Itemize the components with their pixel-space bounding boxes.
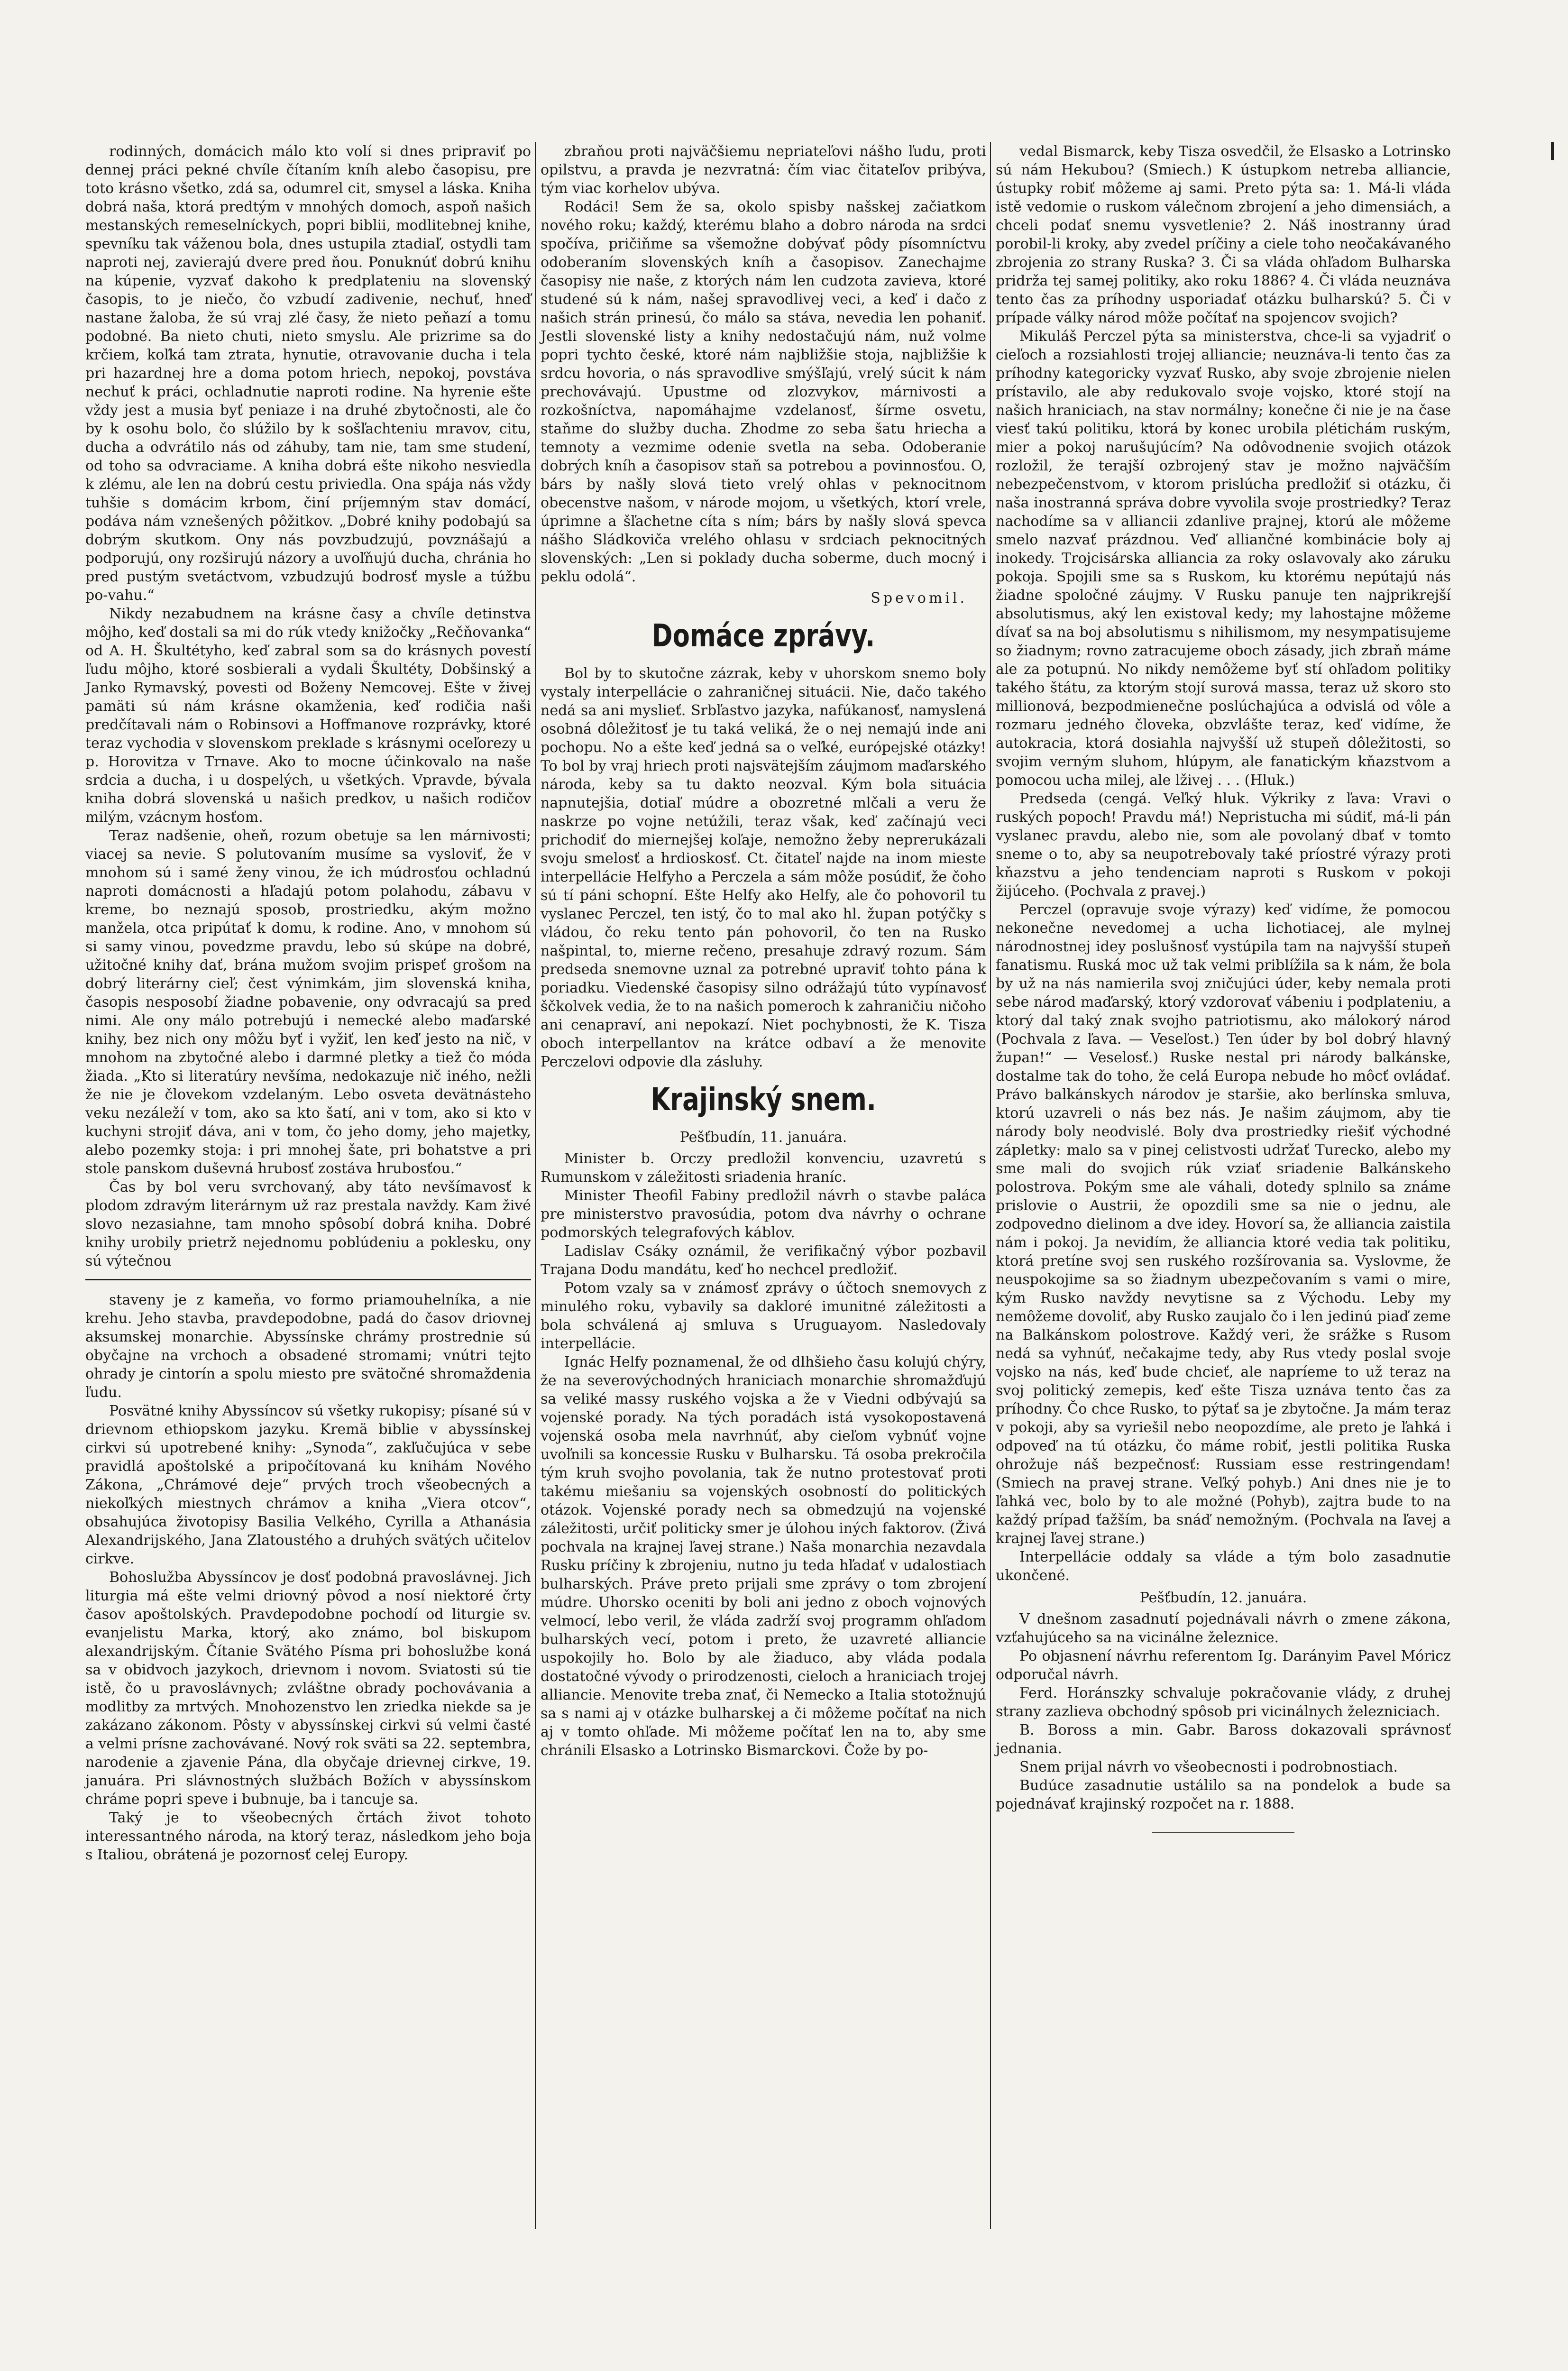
- column-1: [85, 142, 531, 1864]
- paragraph: Čas by bol veru svrchovaný, aby táto nevšímavosť k plodom zdravým literárnym už raz prestala navždy. Kam živé slovo nezasiahne, tam mnoho spôsobí dobrá kniha. Dobré knihy urobily prietrž nejednomu poblúdeniu a poklesku, ony sú výtečnou: [85, 1179, 531, 1269]
- signature: Spevomil.: [871, 590, 967, 607]
- paragraph: Ferd. Horánszky schvaluje pokračovanie vlády, z druhej strany zazlieva obchodný spôsob pri vicinálnych železniciach.: [996, 1685, 1451, 1720]
- section-heading-diet: Krajinský snem.: [651, 1081, 876, 1118]
- paragraph: Ladislav Csáky oznámil, že verifikačný výbor pozbavil Trajana Dodu mandátu, keď ho nechcel predložiť.: [541, 1243, 986, 1278]
- end-rule: [1152, 1832, 1294, 1833]
- paragraph: B. Boross a min. Gabr. Baross dokazovali správnosť jednania.: [996, 1722, 1451, 1757]
- paragraph: Bohoslužba Abyssíncov je dosť podobná pravoslávnej. Jich liturgia má ešte velmi driovný pôvod a nosí niektoré črty časov apoštolských. Pravdepodobne pochodí od liturgie sv. evanjelistu Marka, ktorý, ako známo, bol biskupom alexandrijským. Čítanie Svätého Písma pri bohoslužbe koná sa v obidvoch jazykoch, drievnom i novom. Sviatosti sú tie istě, čo u pravoslávnych; zvláštne obrady pochovávania a modlitby za mrtvých. Mnohozenstvo len zriedka niekde sa je zakázano zákonom. Pôsty v abyssínskej cirkvi sú velmi časté a velmi prísne zachovávané. Nový rok sväti sa 22. septembra, narodenie a zjavenie Pána, dla obyčaje drievnej cirkve, 19. januára. Pri slávnostných službách Božích v abyssínskom chráme popri speve i bubnuje, ba i tancuje sa.: [85, 1569, 531, 1808]
- paragraph: rodinných, domácich málo kto volí si dnes pripraviť po dennej práci pekné chvíle čítaním kníh alebo časopisu, pre toto krásno všetko, zdá sa, odumrel cit, smysel a láska. Kniha dobrá naša, ktorá predtým v mnohých domoch, aspoň našich mestanských remeselníckych, popri biblii, modlitebnej knihe, spevníku tak váženou bola, dnes ustupila ztadiaľ, ostydli tam naproti nej, zavierajú dvere pred ňou. Ponuknúť dobrú knihu na kúpenie, vyzvať dakoho k predplateniu na slovenský časopis, to je niečo, čo vzbudí zadivenie, nechuť, hneď nastane žaloba, že sú vraj zlé časy, že nieto peňazí a tomu podobné. Ba nieto chuti, nieto smyslu. Ale prizrime sa do krčiem, koľká tam ztrata, hynutie, otravovanie ducha i tela pri hazardnej hre a doma potom hriech, nepokoj, povstáva nechuť k práci, ochladnutie naproti rodine. Na hyrenie ešte vždy jest a musia byť peniaze i na druhé zbytočnosti, ale čo by k osohu bolo, čo slúžilo by k sošľachteniu mravov, citu, ducha a odvrátilo nás od záhuby, tam nie, tam sme studení, od toho sa odvraciame. A kniha dobrá ešte nikoho nesviedla k zlému, ale len na dobrú cestu priviedla. Ona spája nás vždy tuhšie s domácim krbom, činí príjemným stav domácí, podáva nám vznešených pôžitkov. „Dobré knihy podobajú sa dobrým skutkom. Ony nás povzbudzujú, povznášajú a podporujú, ony rozširujú názory a uvoľňujú ducha, chránia ho pred pustým svetáctvom, vzbudzujú bodrosť mysle a túžbu po-vahu.“: [85, 143, 531, 604]
- paragraph: Minister b. Orczy predložil konvenciu, uzavretú s Rumunskom v záležitosti sriadenia hraníc.: [541, 1150, 986, 1186]
- section-heading-domestic: Domáce zprávy.: [651, 617, 875, 654]
- paragraph: Potom vzaly sa v známosť zprávy o účtoch snemovych z minulého roku, vybavily sa dakloré imunitné záležitosti a bola schválená aj smluva s Uruguayom. Nasledovaly interpellácie.: [541, 1280, 986, 1352]
- dateline: Pešťbudín, 12. januára.: [1139, 1590, 1307, 1606]
- paragraph: Rodáci! Sem že sa, okolo spisby našskej začiatkom nového roku; každý, kterému blaho a dobro národa na srdci spočíva, pričiňme sa všemožne dobývať pôdy písomníctvu odoberaním slovenských kníh a časopisov. Zanechajme časopisy nie naše, z ktorých nám len cudzota zavieva, ktoré studené sú k nám, našej spravodlivej veci, a keď i dačo z našich strán prinesú, čo málo sa stáva, nevedia len pohaniť. Jestli slovenské listy a knihy nedostačujú nám, nuž volme popri tychto české, ktoré nám najbližšie stoja, najbližšie k srdcu hovoria, o nás spravodlive smýšľajú, vrelý súcit k nám prechovávajú. Upustme od zlozvykov, márnivosti a rozkošníctva, napomáhajme vzdelanosť, šírme osvetu, staňme do služby ducha. Zhodme zo seba šatu hriecha a temnoty a vezmime odenie svetla na seba. Odoberanie dobrých kníh a časopisov staň sa potrebou a povinnosťou. O, bárs by našly slová tieto vrelý ohlas v peknocitnom obecenstve našom, v národe mojom, u všetkých, ktorí vrele, úprimne a šľachetne cíta s ním; bárs by našly slová spevca nášho Sládkoviča vrelého ohlasu v srdciach peknocitných slovenských: „Len si poklady ducha soberme, duch mocný i peklu odolá“.: [541, 199, 986, 585]
- paragraph: Budúce zasadnutie ustálilo sa na pondelok a bude sa pojednávať krajinský rozpočet na r. 1888.: [996, 1777, 1451, 1812]
- paragraph: Taký je to všeobecných črtách život tohoto interessantného národa, na ktorý teraz, následkom jeho boja s Italiou, obrátená je pozornosť celej Europy.: [85, 1810, 531, 1863]
- paragraph: Posvätné knihy Abyssíncov sú všetky rukopisy; písané sú v drievnom ethiopskom jazyku. Kremä biblie v abyssínskej cirkvi sú upotrebené knihy: „Synoda“, zakľučujúca v sebe pravidlá apoštolské a pripočítovaná ku knihám Nového Zákona, „Chrámové deje“ prvých troch všeobecných a niekoľkých miestnych chrámov a kniha „Viera otcov“, obsahujúca životopisy Basilia Velkého, Cyrilla a Athanásia Alexandrijského, Jana Zlatoustého a druhých svätých učitelov cirkve.: [85, 1403, 531, 1567]
- section-divider: [85, 1279, 531, 1280]
- paragraph: V dnešnom zasadnutí pojednávali návrh o zmene zákona, vzťahujúceho sa na vicinálne železnice.: [996, 1611, 1451, 1646]
- paragraph: vedal Bismarck, keby Tisza osvedčil, že Elsasko a Lotrinsko sú nám Hekubou? (Smiech.) K ústupkom netreba alliancie, ústupky robiť môžeme aj sami. Preto pýta sa: 1. Má-li vláda istě vedomie o ruskom válečnom zbrojení a jeho dimensiách, a chceli podať snemu vysvetlenie? 2. Náš inostranny úrad porobil-li kroky, aby zvedel príčiny a ciele toho neočakávaného zbrojenia zo strany Ruska? 3. Či sa vláda ohľadom Bulharska pridrža tej samej politiky, ako roku 1886? 4. Či vláda neuznáva tento čas za príhodny usporiadať otázku bulharskú? 5. Či v prípade války národ môže počítať na spojencov svojich?: [996, 143, 1451, 326]
- column-rule-2: [990, 142, 991, 2229]
- paragraph: Teraz nadšenie, oheň, rozum obetuje sa len márnivosti; viacej sa nevie. S polutovaním musíme sa vysloviť, že v mnohom sú i samé ženy vinou, že ich múdrosťou ochladnú naproti domácnosti a hľadajú potom polahodu, zábavu v kreme, bo neznajú sposob, prostriedku, akým možno manžela, otca pripútať k domu, k rodine. Ano, v mnohom sú si samy vinou, povedzme pravdu, lebo sú skúpe na dobré, užitočné knihy dať, brána mužom svojim prispeť grošom na dobrý literárny cieľ; čest výnimkám, jim slovenská kniha, časopis nesposobí žiadne pobavenie, ony odvracajú sa pred nimi. Ale ony málo potrebujú i nemecké alebo maďarské knihy, bez nich ony môžu byť i vyžiť, len keď jesto na nič, v mnohom na zbytočné alebo i darmné pletky a tiež čo móda žiada. „Kto si literatúry nevšíma, nedokazuje nič iného, nežli že nie je človekom vzdelaným. Lebo osveta devätnásteho veku nezáleží v tom, ako sa kto šatí, ani v tom, ako si kto v kuchyni strojiť dáva, ani v tom, čo jeho domy, jeho majetky, alebo pozemky stoja: i pri mnohej šate, pri bohatstve a pri stole panskom duševná hrubosť zostáva hrubosťou.“: [85, 827, 531, 1177]
- dateline: Pešťbudín, 11. januára.: [679, 1129, 847, 1146]
- paragraph: Po objasnení návrhu referentom Ig. Darányim Pavel Móricz odporučal návrh.: [996, 1648, 1451, 1683]
- paragraph: Interpellácie oddaly sa vláde a tým bolo zasadnutie ukončené.: [996, 1549, 1451, 1584]
- paragraph: zbraňou proti najväčšiemu nepriateľovi nášho ľudu, proti opilstvu, a pravda je nezvratná: čím viac čitateľov pribýva, tým viac korhelov ubýva.: [541, 143, 986, 197]
- paragraph: Ignác Helfy poznamenal, že od dlhšieho času kolujú chýry, že na severovýchodných hraniciach monarchie shromažďujú sa veliké massy ruského vojska a že v Viedni odbývajú sa vojenské porady. Na tých poradách istá vysokopostavená vojenská osoba mela navrhnúť, aby cieľom vybnúť vojne uvoľnili sa koncessie Rusku v Bulharsku. Tá osoba prekročila tým kruh svojho povolania, tak že nutno protestovať proti takému miešaniu sa vojenských osobností do politických otázok. Vojenské porady nech sa obmedzujú na vojenské záležitosti, určiť politicky smer je úlohou iných faktorov. (Živá pochvala na krajnej ľavej strane.) Naša monarchia nezavdala Rusku príčiny k zbrojeniu, nutno ju teda hľadať v udalostiach bulharských. Práve preto prijali sme zprávy o tom zbrojení múdre. Uhorsko oceniti by boli ani jedno z oboch vojnových velmocí, lebo veril, že vláda zadrží svoj programm ohľadom bulharských vecí, potom i preto, že uzavreté alliancie uspokojily ho. Bolo by ale žiaduco, aby vláda podala dostatočné vývody o prirodzenosti, cieloch a hraniciach trojej alliancie. Menovite treba znať, či Nemecko a Italia stotožnujú sa s nami aj v otázke bulharskej a či môžeme počítať na nich aj v tomto ohľade. Mi môžeme počítať len na to, aby sme chránili Elsasko a Lotrinsko Bismarckovi. Čože by po-: [541, 1354, 986, 1759]
- paragraph: Bol by to skutočne zázrak, keby v uhorskom snemo boly vystaly interpellácie o zahraničnej situácii. Nie, dačo takého nedá sa ani myslieť. Srbľastvo jazyka, nafúkanosť, namyslená osobná dôležitosť je tu taká veliká, že o nej nemajú inde ani pochopu. No a ešte keď jedná sa o veľké, európejské otázky! To bol by vraj hriech proti najsvätejším záujmom maďarského národa, keby sa tu dakto neozval. Kým bola situácia napnutejšia, dotiaľ múdre a obozretné mlčali a veru že naskrze po vojne netúžili, teraz však, keď začínajú veci prichodiť do miernejšej koľaje, nemožno žeby neprerukázali svoju smelosť a hrdioskosť. Ct. čitateľ najde na inom mieste interpellácie Helfyho a Perczela a sám môže posúdiť, že čoho sú tí páni schopní. Ešte Helfy ako Helfy, ale čo pohovoril tu vyslanec Perczel, ten istý, čo to mal ako hl. župan potýčky s vládou, čo reku tento pán pohovoril, čo ten na Rusko našpintal, to, mierne rečeno, presahuje zdravý rozum. Sám predseda snemovne uznal za potrebné upraviť tohto pána k poriadku. Viedenské časopisy silno odrážajú túto vypínavosť ščkolvek vedia, že to na našich pomeroch k zahraničiu ničoho ani cenapraví, ani nepokazí. Niet pochybnosti, že K. Tisza oboch interpellantov na krátce odbaví a že menovite Perczelovi odpovie dla zásluhy.: [541, 665, 986, 1070]
- edge-mark: [1551, 142, 1554, 160]
- paragraph: Perczel (opravuje svoje výrazy) keď vidíme, že pomocou nekonečne nevedomej a ucha lichotiacej, ale mylnej národnostnej idey poslušnosť vystúpila tam na najvyšší stupeň fanatismu. Ruská moc už tak velmi priblížila sa k nám, že bola by už na nás namierila svoj zničujúci úder, keby nemala proti sebe národ maďarský, ktorý vzdorovať vábeniu i podplateniu, a ktorý dal taký znak svojho patriotismu, ako málokorý národ (Pochvala z ľava. — Veseľost.) Ten úder by bol dobrý hlavný župan!“ — Veselosť.) Ruske nestal pri národy balkánske, dostalme tak do toho, že celá Europa nebude ho môcť ovládať. Právo balkánskych národov je staršie, ako berlínska smluva, ktorú uzavreli o nás bez nás. Je našim záujmom, aby tie národy boly neodvislé. Boly dva prostriedky riešiť východné zápletky: malo sa v pinej celistvosti udržať Turecko, alebo my sme mali do svojich rúk vziať sriadenie Balkánskeho polostrova. Pokým sme ale váhali, dotedy splnilo sa známe prislovie o Austrii, že opozdili sme sa nie o jednu, ale zodpovedno dielinom a dve idey. Hovorí sa, že alliancia zaistila nám i pokoj. Ja nevidím, že alliancia ktoré vedia tak politiku, ktorá pretíne svoj sen ruského rozšírovania sa. Vyslovme, že neuspokojime sa so žiadnym ubezpečovaním s vami o mire, kým Rusko navždy nevytisne sa z Východu. Leby my nemôžeme dovoliť, aby Rusko zaujalo čo i len jedinú piaď zeme na Balkánskom polostrove. Každý veri, že srážke s Rusom nedá sa vyhnúť, nečakajme tedy, aby Rus vtedy poslal svoje vojsko na nás, keď bude chcieť, ale napríeme to už teraz na svoj politický zemepis, keď ešte Tisza uznáva tento čas za príhodny. Čo chce Rusko, to pýtať sa je zbytočne. Ja mám teraz v pokoji, aby sa vyriešil nebo neopozdíme, ale preto je ľahká i odpoveď na tú otázku, čo máme robiť, jestli politika Ruska ohrožuje náš bezpečnosť: Russiam esse restringendam! (Smiech na pravej strane. Veľký pohyb.) Ani dnes nie je to ľahká vec, bolo by to ale možné (Pohyb), zajtra bude to na každý prípad ťažším, ba snáď nemožným. (Pochvala na ľavej a krajnej ľavej strane.): [996, 901, 1451, 1547]
- paragraph: Predseda (cengá. Veľký hluk. Výkriky z ľava: Vravi o ruských popoch! Pravdu má!) Nepristucha mi súdiť, má-li pán vyslanec pravdu, alebo nie, som ale povolaný dbať v tomto sneme o to, aby sa neupotrebovaly také príostré výrazy proti kňazstvu a jeho tendenciam naproti s Ruskom v pokoji žijúceho. (Pochvala z pravej.): [996, 790, 1451, 900]
- column-2: [541, 142, 986, 1760]
- paragraph: Snem prijal návrh vo všeobecnosti i podrobnostiach.: [1019, 1759, 1398, 1775]
- paragraph: Nikdy nezabudnem na krásne časy a chvíle detinstva môjho, keď dostali sa mi do rúk vtedy knižočky „Rečňovanka“ od A. H. Škultétyho, keď zabral som sa do krásnych povestí ľudu môjho, ktoré sosbierali a vydali Škultéty, Dobšinský a Janko Rymavský, povesti od Boženy Nemcovej. Ešte v živej pamäti sú nám krásne okamženia, keď rodičia naši predčítavali nám o Robinsovi a Hoffmanove rozprávky, ktoré teraz vychodia v slovenskom preklade s krásnymi oceľorezy u p. Horovitza v Trnave. Ako to mocne účinkovalo na naše srdcia a ducha, i u dospelých, u všetkých. Vpravde, bývala kniha dobrá slovenská u našich predkov, u našich rodičov milým, vzácnym hosťom.: [85, 606, 531, 826]
- column-rule-1: [535, 142, 536, 2229]
- paragraph: Mikuláš Perczel pýta sa ministerstva, chce-li sa vyjadriť o cieľoch a rozsiahlosti trojej alliancie; neuznáva-li tento čas za príhodny kategoricky vyzvať Rusko, aby svoje zbrojenie nielen prístavilo, ale aby redukovalo svoje vojsko, ktoré stojí na našich hraniciach, na stav normálny; konečne či nie je na čase viesť takú politiku, ktorá by konec urobila plétichám ruským, mier a pokoj narušujúcím? Na odôvodnenie svojich otázok rozložil, že terajší ozbrojený stav je možno najväčším nebezpečenstvom, v ktorom prislúcha predložiť si otázku, či naša inostranná správa dobre vyvolila svoje prostriedky? Teraz nachodíme sa v alliancii zdanlive prajnej, ktorú ale môžeme smelo nazvať prázdnou. Veď alliančné kombinácie boly aj inokedy. Trojcisárska alliancia za roky oslavovaly ako záruku pokoja. Spojili sme sa s Ruskom, ku ktorému nepútajú nás žiadne spoločné záujmy. V Rusku panuje ten najprikrejší absolutismus, aký len existoval kedy; my lahostajne môžeme dívať sa na boj absolutismu s nihilismom, my nesympatisujeme so žiadnym; rovno zatracujeme oboch zásady, jich zbraň máme ale za potupnú. No nikdy nemôžeme byť stí ohľadom politiky takého štátu, za ktorým stojí surová massa, teraz už skoro sto millionová, bezpodmienečne poslúchajúca a odvislá od vôle a rozmaru jedného človeka, obzvlášte teraz, keď vidíme, že autokracia, ktorá dosiahla najvyšší už stupeň dôležitosti, so svojim verným sluhom, hlúpym, ale fanatickým kňazstvom a pomocou ucha milej, ale lživej . . . (Hluk.): [996, 328, 1451, 789]
- paragraph: Minister Theofil Fabiny predložil návrh o stavbe paláca pre ministerstvo pravosúdia, potom dva návrhy o ochrane podmorských telegrafových káblov.: [541, 1187, 986, 1241]
- column-3: [996, 142, 1451, 1852]
- paragraph: staveny je z kameňa, vo formo priamouhelníka, a nie krehu. Jeho stavba, pravdepodobne, padá do časov driovnej aksumskej monarchie. Abyssínske chrámy prostrednie sú obyčajne na vrchoch a obsadené stromami; vnútri tejto ohrady je cintorín a spolu miesto pre svätočné shromaždenia ľudu.: [85, 1292, 531, 1401]
